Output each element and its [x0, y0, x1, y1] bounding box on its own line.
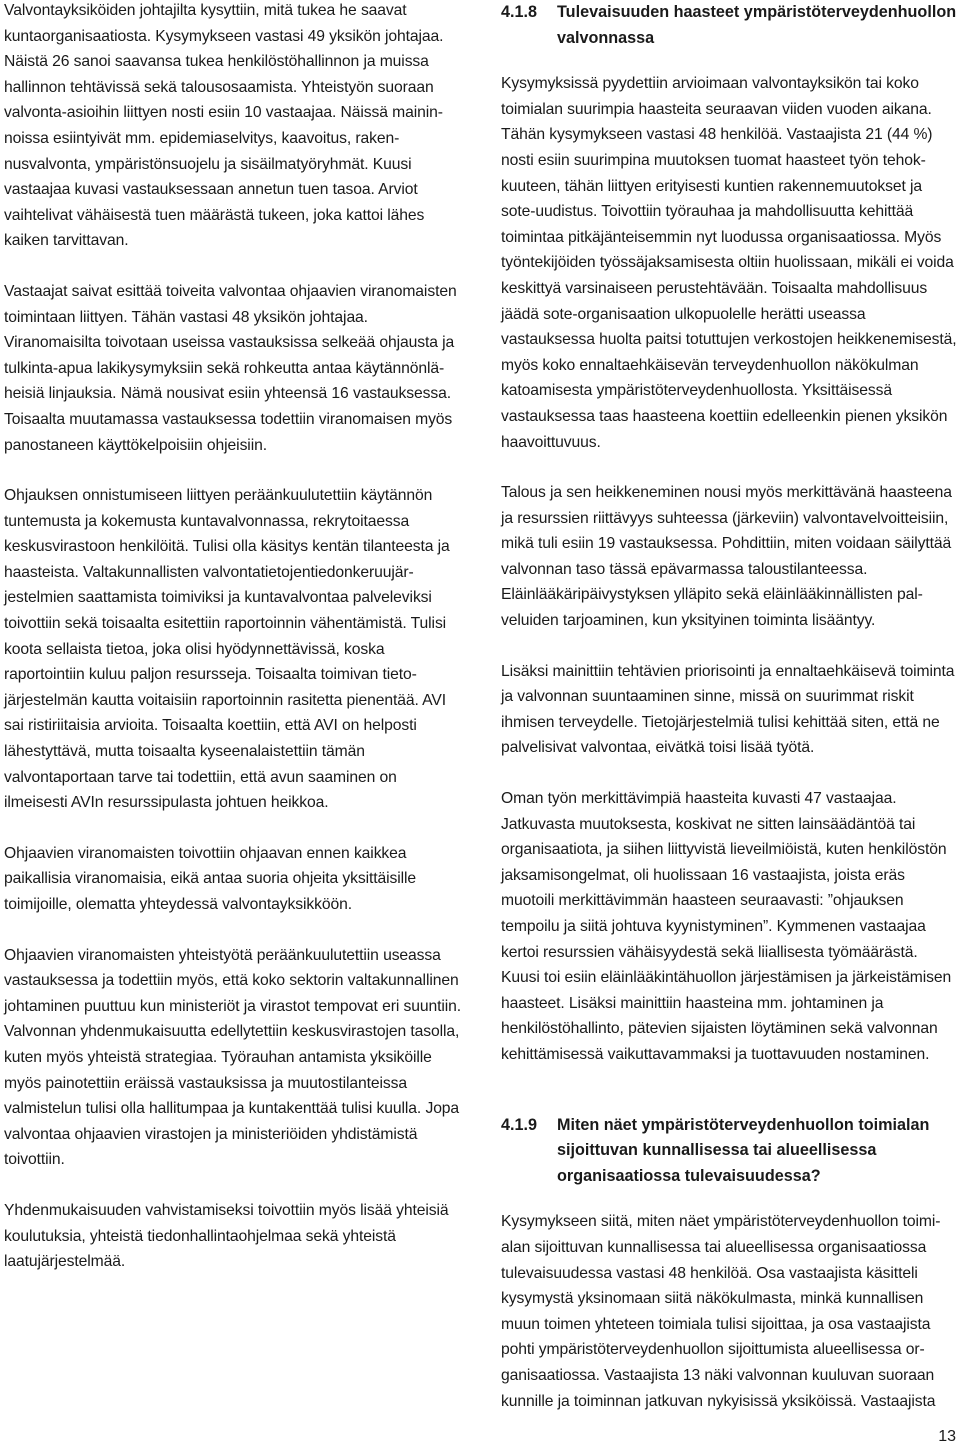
right-column [501, 0, 957, 1414]
paragraph-prioritization: Lisäksi mainittiin tehtävien priorisointi ja ennaltaehkäisevä toiminta ja valvonnan suuntaaminen sinne, missä on suurimmat riskit ihmisen terveydelle. Tietojärjestelmiä tulisi kehittää siten, että ne palvelisivat valvontaa, eivätkä toisi lisää työtä. [501, 662, 955, 757]
left-column [4, 0, 462, 1275]
paragraph-gap [4, 458, 462, 483]
page-number: 13 [938, 1428, 956, 1445]
paragraph-gap [501, 761, 957, 786]
paragraph-gap [501, 455, 957, 480]
section-title: Miten näet ympäristöterveydenhuollon toimialan sijoittuvan kunnallisessa tai alueellisessa organisaatiossa tulevaisuudessa? [557, 1115, 930, 1185]
paragraph-gap [501, 634, 957, 659]
paragraph-future-challenges: Kysymyksissä pyydettiin arvioimaan valvontayksikön tai koko toimialan suurimpia haasteita seuraavan viiden vuoden aikana. Tähän kysymykseen vastasi 48 henkilöä. Vastaajista 21 (44 %) nosti esiin suurimpina muutoksen tuomat haasteet työn tehokkuuteen, tähän liittyen erityisesti kuntien rakennemuutokset ja sote-uudistus. Toivottiin työrauhaa ja mahdollisuutta kehittää toimintaa pitkäjänteisemmin nyt luodussa organisaatiossa. Myös työntekijöiden työssäjaksamisesta oltiin huolissaan, mikäli ei voida keskittyä varsinaiseen perustehtävään. Toisaalta mahdollisuus jäädä sote-organisaation ulkopuolelle herätti useassa vastauksessa huolta paitsi totuttujen verkostojen heikkenemisestä, myös koko ennaltaehkäisevän terveydenhuollon näkökulman katoamisesta ympäristöterveydenhuollosta. Yksittäisessä vastauksessa taas haasteena koettiin edelleenkin pienen yksikön haavoittuvuus. [501, 75, 957, 451]
heading-gap [501, 51, 957, 71]
paragraph-gap [4, 918, 462, 943]
section-title: Tulevaisuuden haasteet ympäristöterveydenhuollon valvonnassa [557, 3, 957, 47]
paragraph-cooperation: Ohjaavien viranomaisten yhteistyötä peräänkuulutettiin useassa vastauksessa ja todettiin myös, että koko sektorin valtakunnallinen johtaminen puuttuu kun ministeriöt ja virastot tempovat eri suuntiin. Valvonnan yhdenmukaisuutta edellytettiin keskusvirastojen tasolla, kuten myös yhteistä strategiaa. Työrauhan antamista yksiköille myös painotettiin eräissä vastauksissa ja muutostilanteissa valmistelun tulisi olla hallitumpaa ja kuntakenttää tulisi kuulla. Jopa valvontaa ohjaavien virastojen ja ministeriöiden yhdistämistä toivottiin. [4, 946, 461, 1169]
section-heading-4-1-9 [501, 1113, 957, 1190]
section-number: 4.1.9 [501, 1115, 538, 1134]
paragraph-organization-placement: Kysymykseen siitä, miten näet ympäristöterveydenhuollon toimialan sijoittuvan kunnallisessa tai alueellisessa organisaatiossa tulevaisuudessa vastasi 48 henkilöä. Osa vastaajista käsitteli kysymystä yksinomaan siitä näkökulmasta, minkä kunnallisen muun toimen yhteteen toimiala tulisi sijoittaa, ja osa vastaajista pohti ympäristöterveydenhuollon sijoittumista alueellisessa organisaatiossa. Vastaajista 13 näki valvonnan kuuluvan suoraan kunnille ja toiminnan jatkuvan nykyisissä yksiköissä. Vastaajista [501, 1213, 941, 1410]
paragraph-wishes: Vastaajat saivat esittää toiveita valvontaa ohjaavien viranomaisten toimintaan liittyen. Tähän vastasi 48 yksikön johtajaa. Viranomaisilta toivotaan useissa vastauksissa selkeää ohjausta ja tulkinta-apua lakikysymyksiin sekä rohkeutta antaa käytännönläheisiä linjauksia. Nämä nousivat esiin yhteensä 16 vastauksessa. Toisaalta muutamassa vastauksessa todettiin viranomaisen myös panostaneen käyttökelpoisiin ohjeisiin. [4, 282, 457, 454]
paragraph-guidance: Ohjauksen onnistumiseen liittyen peräänkuulutettiin käytännön tuntemusta ja kokemusta kuntavalvonnassa, rekrytoitaessa keskusvirastoon henkilöitä. Tulisi olla käsitys kentän tilanteesta ja haasteista. Valtakunnallisten valvontatietojentiedonkeruujärjestelmien saattamista toimiviksi ja kuntavalvontaa palveleviksi toivottiin sekä toisaalta esitettiin raportoinnin vähentämistä. Tulisi koota sellaista tietoa, joka olisi hyödynnettävissä, koska raportointiin kuluu paljon resursseja. Toisaalta toimivan tietojärjestelmän kautta voitaisiin raportoinnin rasitetta pienentää. AVI sai ristiriitaisia arvioita. Toisaalta koettiin, että AVI on helposti lähestyttävä, mutta toisaalta kyseenalaistettiin tämän valvontaportaan tarve tai todettiin, että avun saaminen on ilmeisesti AVIn resurssipulasta johtuen heikkoa. [4, 487, 450, 812]
paragraph-gap [501, 1068, 957, 1093]
paragraph-uniformity: Yhdenmukaisuuden vahvistamiseksi toivottiin myös lisää yhteisiä koulutuksia, yhteistä tiedonhallintaohjelmaa sekä yhteistä laatujärjestelmää. [4, 1201, 449, 1271]
paragraph-local-authorities: Ohjaavien viranomaisten toivottiin ohjaavan ennen kaikkea paikallisia viranomaisia, eikä antaa suoria ohjeita yksittäisille toimijoille, olematta yhteydessä valvontayksikköön. [4, 844, 417, 913]
section-heading-4-1-8 [501, 0, 957, 51]
paragraph-support: Valvontayksiköiden johtajilta kysyttiin, mitä tukea he saavat kuntaorganisaatiosta. Kysymykseen vastasi 49 yksikön johtajaa. Näistä 26 sanoi saavansa tukea henkilöstöhallinnon ja muissa hallinnon tehtävissä sekä talousosaamista. Yhteistyön suoraan valvonta-asioihin liittyen nosti esiin 10 vastaajaa. Näissä maininnoissa esiintyivät mm. epidemiaselvitys, kaavoitus, rakennusvalvonta, ympäristönsuojelu ja sisäilmatyöryhmät. Kuusi vastaajaa kuvasi vastauksessaan annetun tuen tasoa. Arviot vaihtelivat vähäisestä tuen määrästä tukeen, joka kattoi lähes kaiken tarvittavan. [4, 2, 444, 250]
paragraph-economy: Talous ja sen heikkeneminen nousi myös merkittävänä haasteena ja resurssien riittävyys suhteessa (järkeviin) valvontavelvoitteisiin, mikä tuli esiin 19 vastauksessa. Pohdittiin, miten voidaan säilyttää valvonnan taso tässä epävarmassa taloustilanteessa. Eläinlääkäripäivystyksen ylläpito sekä eläinlääkinnällisten palveluiden tarjoaminen, kun yksityinen toiminta lisääntyy. [501, 484, 952, 630]
section-number: 4.1.8 [501, 3, 538, 21]
section-gap [501, 1093, 957, 1113]
paragraph-own-work: Oman työn merkittävimpiä haasteita kuvasti 47 vastaajaa. Jatkuvasta muutoksesta, koskivat ne sitten lainsäädäntöä tai organisaatiota, ja siihen liittyvistä lieveilmiöistä, kuten henkilöstön jaksamisongelmat, oli huolissaan 16 vastaajista, joista eräs muotoili merkittävimmän haasteen seuraavasti: ”ohjauksen tempoilu ja siitä johtuva kyynistyminen”. Kymmenen vastaajaa kertoi resurssien vähäisyydestä sekä liiallisesta työmäärästä. Kuusi toi esiin eläinlääkintähuollon järjestämisen ja järkeistämisen haasteet. Lisäksi mainittiin haasteina mm. johtaminen ja henkilöstöhallinto, pätevien sijaisten löytäminen sekä valvonnan kehittämisessä vaikuttavammaksi ja tuottavuuden nostaminen. [501, 790, 952, 1063]
paragraph-gap [4, 254, 462, 279]
heading-gap [501, 1189, 957, 1209]
paragraph-gap [4, 1173, 462, 1198]
paragraph-gap [4, 816, 462, 841]
